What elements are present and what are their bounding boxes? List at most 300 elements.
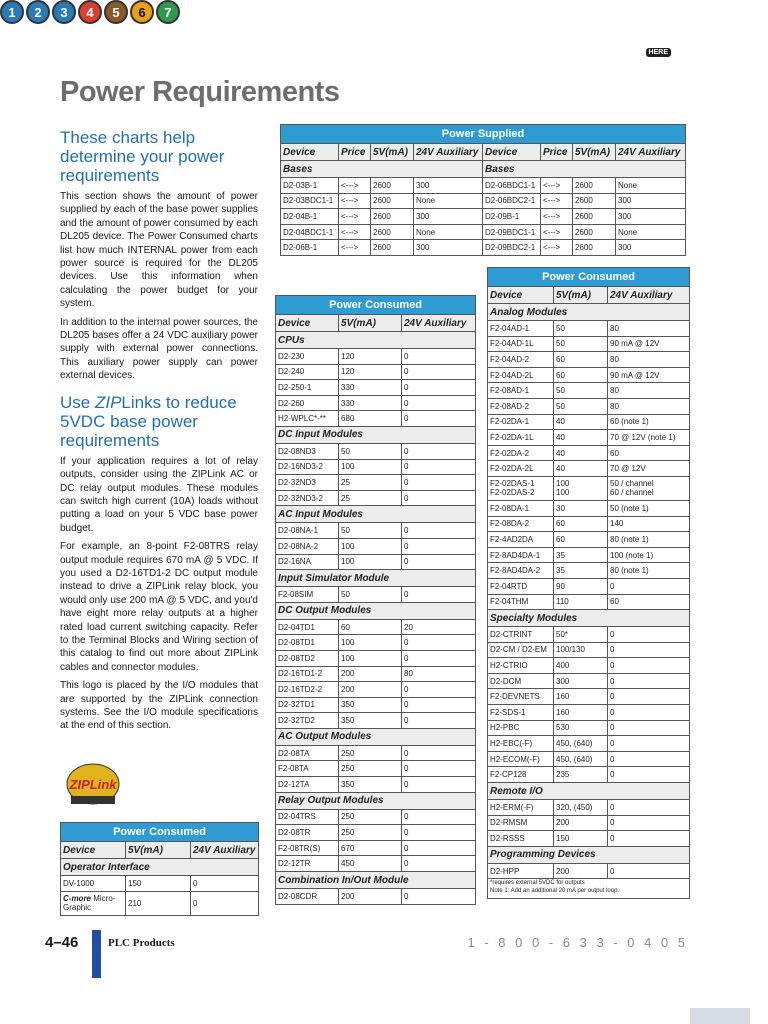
table-cell: None xyxy=(616,224,686,240)
table-cell: <---> xyxy=(541,224,573,240)
table-cell: 0 xyxy=(402,443,476,459)
table-cell: D2-32TD2 xyxy=(276,713,339,729)
table-cell: D2-04BDC1-1 xyxy=(281,224,339,240)
section-row: Input Simulator Module xyxy=(276,570,476,587)
table-cell: 80 xyxy=(402,666,476,682)
footer-accent-bar xyxy=(92,930,101,978)
table-cell: H2-ECOM(-F) xyxy=(488,751,554,767)
table-cell: 0 xyxy=(402,682,476,698)
table-cell: H2-PBC xyxy=(488,720,554,736)
table-row xyxy=(488,642,690,658)
table-cell: 0 xyxy=(402,349,476,365)
table-cell: F2-08TR(S) xyxy=(276,840,339,856)
section-row: CPUs xyxy=(276,332,476,349)
table-cell: D2-03B-1 xyxy=(281,178,339,194)
table-row xyxy=(276,777,476,793)
table-row xyxy=(488,689,690,705)
intro-paragraph: This section shows the amount of power supplied by each of the base power supplies and the amount of power consumed by each DL205 device. The Power Consumed charts list how much INTERNAL power from each power source is required for the DL205 devices. Use this information when calculating the power budget for your system. xyxy=(60,191,258,310)
table-cell: D2-16TD1-2 xyxy=(276,666,339,682)
table-row xyxy=(488,800,690,816)
table-cell: D2-16NA xyxy=(276,554,339,570)
table-caption: Power Consumed xyxy=(488,268,690,287)
table-cell: 400 xyxy=(554,658,608,674)
table-cell: 0 xyxy=(402,364,476,380)
table-cell: 100 (note 1) xyxy=(608,547,690,563)
heading-ziplinks: Use ZIPLinks to reduce 5VDC base power requirements xyxy=(60,392,237,450)
table-row xyxy=(276,459,476,475)
table-row xyxy=(276,490,476,506)
table-cell: D2-08TR xyxy=(276,825,339,841)
table-row xyxy=(276,523,476,539)
table-cell: 0 xyxy=(608,673,690,689)
table-cell: 2600 xyxy=(573,178,616,194)
table-cell: 90 mA @ 12V xyxy=(608,367,690,383)
table-cell: 2600 xyxy=(573,193,616,209)
table-cell: F2-02DA-2 xyxy=(488,445,554,461)
table-cell: 0 xyxy=(608,751,690,767)
table-cell: D2-32TD1 xyxy=(276,697,339,713)
table-cell: 330 xyxy=(339,380,402,396)
section-row: Bases xyxy=(281,161,483,178)
table-cell: 450, (640) xyxy=(554,736,608,752)
table-row xyxy=(276,411,476,427)
table-row xyxy=(488,321,690,337)
table-cell: 50* xyxy=(554,627,608,643)
table-cell: 60 xyxy=(554,532,608,548)
table-cell: H2-CTRIO xyxy=(488,658,554,674)
table-cell: D2-230 xyxy=(276,349,339,365)
table-cell: D2-06B-1 xyxy=(281,240,339,256)
table-cell: D2-09BDC1-1 xyxy=(483,224,541,240)
col-header: Device xyxy=(61,842,126,859)
corner-graphic xyxy=(690,1008,750,1024)
table-cell: D2-08TD1 xyxy=(276,635,339,651)
table-cell: 80 (note 1) xyxy=(608,532,690,548)
table-cell: 350 xyxy=(339,777,402,793)
col-header: 24V Auxiliary xyxy=(402,315,476,332)
table-row xyxy=(488,705,690,721)
table-cell: 35 xyxy=(554,547,608,563)
table-cell: 0 xyxy=(608,578,690,594)
section-row: Bases xyxy=(483,161,686,178)
table-cell: 0 xyxy=(608,831,690,847)
table-cell: 100 xyxy=(339,554,402,570)
table-cell: D2-06BDC1-1 xyxy=(483,178,541,194)
table-caption: Power Supplied xyxy=(281,125,686,144)
table-row xyxy=(281,193,686,209)
table-cell: 60 xyxy=(339,619,402,635)
table-row: C-more Micro-Graphic 210 0 xyxy=(61,891,259,915)
table-cell: 20 xyxy=(402,619,476,635)
table-cell: <---> xyxy=(339,209,371,225)
table-cell: 40 xyxy=(554,445,608,461)
table-row xyxy=(276,697,476,713)
table-cell: 0 xyxy=(608,658,690,674)
table-cell: 0 xyxy=(402,380,476,396)
table-cell: 0 xyxy=(608,767,690,783)
table-row xyxy=(276,650,476,666)
table-cell: 50 / channel 60 / channel xyxy=(608,476,690,500)
table-cell: 2600 xyxy=(371,209,414,225)
table-cell: 2600 xyxy=(371,178,414,194)
col-header: 5V(mA) xyxy=(554,287,608,304)
table-cell: 300 xyxy=(616,209,686,225)
table-cell: 50 xyxy=(554,321,608,337)
table-cell: 0 xyxy=(608,627,690,643)
table-row xyxy=(276,349,476,365)
table-cell: None xyxy=(616,178,686,194)
table-row xyxy=(488,461,690,477)
table-row xyxy=(488,500,690,516)
col-header: 5V(mA) xyxy=(371,144,414,161)
col-header: Device xyxy=(276,315,339,332)
table-row xyxy=(276,395,476,411)
table-row xyxy=(488,767,690,783)
power-supplied-table xyxy=(280,124,686,256)
table-cell: 235 xyxy=(554,767,608,783)
table-caption: Power Consumed xyxy=(276,296,476,315)
table-cell: 35 xyxy=(554,563,608,579)
table-cell: F2-04AD-1 xyxy=(488,321,554,337)
table-row xyxy=(488,563,690,579)
table-row xyxy=(276,380,476,396)
table-row xyxy=(488,815,690,831)
table-cell: D2-16TD2-2 xyxy=(276,682,339,698)
table-cell: 250 xyxy=(339,809,402,825)
step-2: 2 xyxy=(26,0,50,24)
table-cell: F2-CP128 xyxy=(488,767,554,783)
table-cell: 110 xyxy=(554,594,608,610)
table-cell: 0 xyxy=(402,475,476,491)
relay-paragraph: If your application requires a lot of relay outputs, consider using the ZIPLink AC or DC relay output modules. These modules can switch high current (10A) loads without putting a load on your 5 VDC base power budget. xyxy=(60,455,258,534)
table-cell: D2-16ND3-2 xyxy=(276,459,339,475)
table-cell: D2-DCM xyxy=(488,673,554,689)
table-cell: 2600 xyxy=(371,240,414,256)
table-cell: 100 xyxy=(339,538,402,554)
section-row: Relay Output Modules xyxy=(276,792,476,809)
table-cell: F2-8AD4DA-2 xyxy=(488,563,554,579)
table-cell: <---> xyxy=(339,193,371,209)
table-cell: 0 xyxy=(608,642,690,658)
table-cell: 200 xyxy=(339,682,402,698)
power-consumed-table-analog-specialty xyxy=(487,267,690,899)
section-row: DC Input Modules xyxy=(276,426,476,443)
table-cell: 25 xyxy=(339,475,402,491)
table-row xyxy=(488,476,690,500)
table-cell: F2-8AD4DA-1 xyxy=(488,547,554,563)
table-cell: 90 mA @ 12V xyxy=(608,336,690,352)
table-cell: <---> xyxy=(541,209,573,225)
table-cell: F2-02DA-2L xyxy=(488,461,554,477)
table-cell: 0 xyxy=(402,635,476,651)
table-cell: D2-08CDR xyxy=(276,889,339,905)
table-row xyxy=(276,443,476,459)
table-row xyxy=(276,825,476,841)
col-header: Device xyxy=(483,144,541,161)
table-cell: F2-04AD-2 xyxy=(488,352,554,368)
table-cell: 0 xyxy=(402,490,476,506)
col-header: 24V Auxiliary xyxy=(608,287,690,304)
table-cell: 60 (note 1) xyxy=(608,414,690,430)
table-cell: 0 xyxy=(402,761,476,777)
table-cell: None xyxy=(414,224,483,240)
table-cell: D2-32ND3 xyxy=(276,475,339,491)
table-cell: 30 xyxy=(554,500,608,516)
table-row xyxy=(488,445,690,461)
table-cell: 0 xyxy=(402,554,476,570)
section-row: Analog Modules xyxy=(488,304,690,321)
table-cell: 0 xyxy=(402,395,476,411)
table-cell: 100 100 xyxy=(554,476,608,500)
table-cell: 670 xyxy=(339,840,402,856)
col-header: 24V Auxiliary xyxy=(414,144,483,161)
footnote xyxy=(488,879,690,899)
table-row xyxy=(488,430,690,446)
table-cell: 160 xyxy=(554,705,608,721)
table-row xyxy=(488,736,690,752)
table-cell: 450 xyxy=(339,856,402,872)
table-cell: 0 xyxy=(402,411,476,427)
table-cell: 350 xyxy=(339,697,402,713)
col-header: 24V Auxiliary xyxy=(616,144,686,161)
footnote-line: Note 1: Add an additional 20 mA per output loop. xyxy=(490,888,620,895)
section-row: Specialty Modules xyxy=(488,610,690,627)
table-cell: D2-04TRS xyxy=(276,809,339,825)
section-row: AC Input Modules xyxy=(276,506,476,523)
table-row xyxy=(276,682,476,698)
table-cell: F2-02DAS-1 F2-02DAS-2 xyxy=(488,476,554,500)
table-cell: D2-CTRINT xyxy=(488,627,554,643)
table-row xyxy=(281,178,686,194)
table-cell: D2-08TA xyxy=(276,745,339,761)
table-cell: D2-RMSM xyxy=(488,815,554,831)
page-title: Power Requirements xyxy=(60,76,340,108)
table-cell: None xyxy=(414,193,483,209)
table-cell: F2-04RTD xyxy=(488,578,554,594)
table-cell: 50 xyxy=(554,336,608,352)
table-row xyxy=(488,863,690,879)
table-row xyxy=(488,516,690,532)
table-row xyxy=(276,761,476,777)
table-cell: 2600 xyxy=(573,240,616,256)
table-row xyxy=(488,627,690,643)
table-cell: F2-02DA-1 xyxy=(488,414,554,430)
here-badge: HERE xyxy=(646,48,671,57)
table-cell: F2-08AD-2 xyxy=(488,398,554,414)
table-cell: 350 xyxy=(339,713,402,729)
section-step-indicator xyxy=(0,0,768,24)
col-header: Device xyxy=(281,144,339,161)
step-4: 4 xyxy=(78,0,102,24)
table-cell: F2-04AD-2L xyxy=(488,367,554,383)
section-row: Operator Interface xyxy=(61,859,259,876)
table-cell: 120 xyxy=(339,349,402,365)
table-row xyxy=(276,587,476,603)
footnote-line: *requires external 5VDC for outputs xyxy=(490,880,585,887)
table-cell: 0 xyxy=(402,523,476,539)
table-cell: 2600 xyxy=(371,193,414,209)
table-cell: 0 xyxy=(402,713,476,729)
table-cell: 60 xyxy=(608,445,690,461)
svg-text:ZIPLink: ZIPLink xyxy=(69,777,117,792)
table-cell: D2-12TR xyxy=(276,856,339,872)
table-row xyxy=(488,751,690,767)
table-row xyxy=(488,336,690,352)
table-cell: F2-4AD2DA xyxy=(488,532,554,548)
table-cell: 120 xyxy=(339,364,402,380)
table-cell: 0 xyxy=(402,538,476,554)
heading-power-charts: These charts help determine your power requirements xyxy=(60,128,225,185)
table-cell: 2600 xyxy=(573,209,616,225)
table-cell: 0 xyxy=(608,736,690,752)
table-cell: 80 xyxy=(608,352,690,368)
table-cell: 80 xyxy=(608,398,690,414)
table-cell: 90 xyxy=(554,578,608,594)
table-row xyxy=(488,673,690,689)
col-header: Price xyxy=(541,144,573,161)
table-cell: F2-08DA-1 xyxy=(488,500,554,516)
table-caption: Power Consumed xyxy=(61,823,259,842)
col-header: 24V Auxiliary xyxy=(191,842,259,859)
table-row xyxy=(488,414,690,430)
table-cell: 0 xyxy=(402,856,476,872)
table-row xyxy=(276,635,476,651)
table-row xyxy=(488,398,690,414)
table-cell: 100/130 xyxy=(554,642,608,658)
table-row xyxy=(488,594,690,610)
table-cell: 2600 xyxy=(371,224,414,240)
step-6: 6 xyxy=(130,0,154,24)
table-cell: 160 xyxy=(554,689,608,705)
table-cell: 50 xyxy=(554,383,608,399)
table-cell: H2-WPLC*-** xyxy=(276,411,339,427)
table-cell: 100 xyxy=(339,459,402,475)
table-cell: 50 xyxy=(339,443,402,459)
col-header: 5V(mA) xyxy=(573,144,616,161)
table-cell: F2-04AD-1L xyxy=(488,336,554,352)
table-cell: F2-SDS-1 xyxy=(488,705,554,721)
table-row xyxy=(281,224,686,240)
table-cell: 40 xyxy=(554,461,608,477)
table-cell: 320, (450) xyxy=(554,800,608,816)
table-cell: 0 xyxy=(608,800,690,816)
table-cell: F2-08AD-1 xyxy=(488,383,554,399)
table-cell: <---> xyxy=(541,178,573,194)
table-cell: D2-04B-1 xyxy=(281,209,339,225)
footer-section-label: PLC Products xyxy=(108,937,175,949)
ziplink-logo xyxy=(63,760,123,810)
table-row xyxy=(276,475,476,491)
col-header: 5V(mA) xyxy=(126,842,191,859)
table-cell: 330 xyxy=(339,395,402,411)
table-cell: 200 xyxy=(339,666,402,682)
step-1: 1 xyxy=(0,0,24,24)
table-cell: 300 xyxy=(554,673,608,689)
table-cell: D2-CM / D2-EM xyxy=(488,642,554,658)
step-3: 3 xyxy=(52,0,76,24)
table-row xyxy=(276,840,476,856)
table-cell: D2-250-1 xyxy=(276,380,339,396)
power-consumed-table-cpu-io xyxy=(275,295,476,905)
table-row xyxy=(488,578,690,594)
table-row xyxy=(281,209,686,225)
table-cell: 300 xyxy=(616,240,686,256)
table-cell: D2-RSSS xyxy=(488,831,554,847)
table-cell: D2-09B-1 xyxy=(483,209,541,225)
table-cell: D2-08NA-2 xyxy=(276,538,339,554)
table-cell: 300 xyxy=(414,178,483,194)
table-cell: 60 xyxy=(554,516,608,532)
table-cell: 150 xyxy=(554,831,608,847)
table-cell: 60 xyxy=(554,367,608,383)
table-cell: 50 xyxy=(339,523,402,539)
footer-phone: 1 - 8 0 0 - 6 3 3 - 0 4 0 5 xyxy=(467,935,688,950)
table-cell: 250 xyxy=(339,745,402,761)
table-cell: 250 xyxy=(339,825,402,841)
table-cell: F2-04THM xyxy=(488,594,554,610)
table-cell: D2-03BDC1-1 xyxy=(281,193,339,209)
table-cell: <---> xyxy=(339,240,371,256)
operator-interface-table xyxy=(60,822,259,916)
table-cell: <---> xyxy=(541,193,573,209)
table-cell: 0 xyxy=(402,745,476,761)
table-cell: 25 xyxy=(339,490,402,506)
table-cell: <---> xyxy=(541,240,573,256)
table-cell: 300 xyxy=(414,240,483,256)
table-cell: 40 xyxy=(554,430,608,446)
table-row xyxy=(276,745,476,761)
table-cell: 0 xyxy=(608,705,690,721)
table-cell: D2-260 xyxy=(276,395,339,411)
table-cell: 200 xyxy=(339,889,402,905)
table-row xyxy=(488,658,690,674)
table-row xyxy=(488,720,690,736)
table-row xyxy=(488,383,690,399)
table-cell: 50 xyxy=(554,398,608,414)
table-cell: D2-240 xyxy=(276,364,339,380)
step-5: 5 xyxy=(104,0,128,24)
aux-paragraph: In addition to the internal power sources, the DL205 bases offer a 24 VDC auxiliary power supply with external power connections. This auxiliary power supply can power external devices. xyxy=(60,316,258,382)
table-cell: D2-04TD1 xyxy=(276,619,339,635)
table-cell: 80 (note 1) xyxy=(608,563,690,579)
table-cell: D2-06BDC2-1 xyxy=(483,193,541,209)
table-row xyxy=(488,831,690,847)
table-cell: 0 xyxy=(608,689,690,705)
left-column xyxy=(60,128,258,738)
table-row xyxy=(276,619,476,635)
section-row: DC Output Modules xyxy=(276,602,476,619)
table-cell: D2-08TD2 xyxy=(276,650,339,666)
table-row xyxy=(488,547,690,563)
table-cell: 0 xyxy=(402,889,476,905)
table-row xyxy=(488,532,690,548)
table-cell: 50 (note 1) xyxy=(608,500,690,516)
table-cell: 80 xyxy=(608,383,690,399)
table-cell: 530 xyxy=(554,720,608,736)
table-cell: 300 xyxy=(616,193,686,209)
table-cell: F2-DEVNETS xyxy=(488,689,554,705)
section-row: Combination In/Out Module xyxy=(276,872,476,889)
table-row xyxy=(276,554,476,570)
example-paragraph: For example, an 8-point F2-08TRS relay output module requires 670 mA @ 5 VDC. If you used a D2-16TD1-2 DC output module instead to drive a ZIPLink relay block, you would only use 200 mA @ 5 VDC, and you'd have eight more relay outputs at a higher rated load current switching capacity. Refer to the Terminal Blocks and Wiring section of this catalog to find out more about ZIPLink cables and connector modules. xyxy=(60,541,258,673)
section-row: Programming Devices xyxy=(488,846,690,863)
table-cell: 40 xyxy=(554,414,608,430)
table-cell: F2-08TA xyxy=(276,761,339,777)
table-row xyxy=(488,352,690,368)
table-cell: 200 xyxy=(554,815,608,831)
table-row xyxy=(281,240,686,256)
table-cell: 100 xyxy=(339,650,402,666)
